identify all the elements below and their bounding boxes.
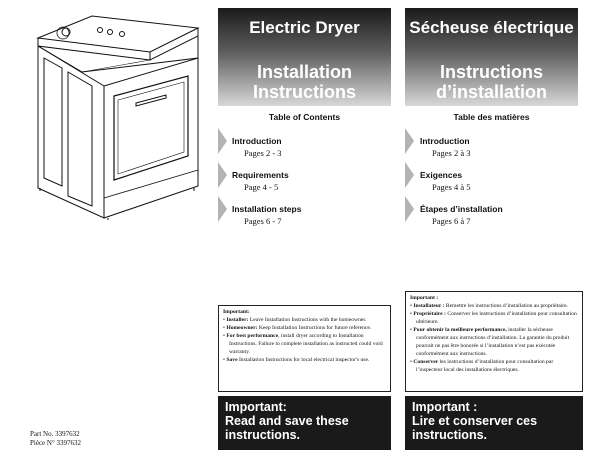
french-important-item: • Propriétaire : Conserver les instructions d’installation pour consultation ultérieure. [410, 311, 577, 325]
english-important-box [218, 305, 391, 392]
french-subtitle [405, 62, 578, 102]
french-toc-heading-2: Exigences [420, 170, 463, 180]
toc-arrow-icon [218, 162, 227, 188]
english-toc-heading-1: Introduction [232, 136, 282, 146]
english-important-item: • Installer: Leave Installation Instructions with the homeowner. [223, 317, 367, 323]
french-title: Sécheuse électrique [409, 18, 574, 37]
french-toc-title: Table des matières [453, 112, 530, 122]
english-important-heading: Important: [223, 309, 250, 315]
french-toc-pages-3: Pages 6 à 7 [432, 216, 471, 226]
english-important-banner [218, 396, 391, 450]
english-banner-line2: Read and save these [225, 414, 349, 428]
toc-arrow-icon [405, 162, 414, 188]
french-toc-pages-2: Pages 4 à 5 [432, 182, 471, 192]
toc-arrow-icon [218, 128, 227, 154]
english-title: Electric Dryer [249, 18, 360, 37]
part-number-en: Part No. 3397632 [30, 430, 80, 438]
english-title-banner [218, 8, 391, 106]
english-subtitle-line2: Instructions [252, 82, 356, 102]
english-subtitle-line1: Installation [256, 62, 352, 82]
french-toc-heading-1: Introduction [420, 136, 470, 146]
english-important-item: • Homeowner: Keep Installation Instructions for future reference. [223, 325, 372, 331]
english-important-item: • Save Installation Instructions for local electrical inspector's use. [223, 357, 370, 363]
english-toc-pages-3: Pages 6 - 7 [244, 216, 282, 226]
french-important-item: • Conserver les instructions d’installation pour consultation par l’inspecteur local des installations électriques. [410, 359, 554, 373]
french-subtitle-line1: Instructions [439, 62, 543, 82]
english-toc-pages-1: Pages 2 - 3 [244, 148, 282, 158]
french-important-heading: Important : [410, 295, 439, 301]
french-banner-line2: Lire et conserver ces [412, 414, 538, 428]
french-banner-line3: instructions. [412, 428, 488, 442]
french-title-banner [405, 8, 578, 106]
english-banner-line1: Important: [225, 400, 287, 414]
english-toc-heading-2: Requirements [232, 170, 289, 180]
toc-arrow-icon [405, 196, 414, 222]
french-toc-heading-3: Étapes d’installation [420, 204, 503, 214]
english-important-item: • For best performance, install dryer according to Installation Instructions. Failure to complete installation as instructed could void warranty. [223, 333, 383, 355]
french-toc-pages-1: Pages 2 à 3 [432, 148, 471, 158]
dryer-illustration [30, 10, 202, 220]
toc-arrow-icon [218, 196, 227, 222]
french-subtitle-line2: d’installation [435, 82, 547, 102]
english-toc-heading-3: Installation steps [232, 204, 302, 214]
english-subtitle [218, 62, 391, 102]
french-banner-line1: Important : [412, 400, 478, 414]
french-important-item: • Pour obtenir la meilleure performance, installer la sécheuse conformément aux instructions d’installation. La garantie du produit pourrait ne pas être honorée si l’installation n’est pas exécutée conformément aux instructions. [410, 327, 570, 357]
english-banner-line3: instructions. [225, 428, 301, 442]
english-toc-title: Table of Contents [268, 112, 341, 122]
toc-arrow-icon [405, 128, 414, 154]
french-important-item: • Installateur : Remettre les instructions d’installation au propriétaire. [410, 303, 568, 309]
part-number-fr: Pièce N° 3397632 [30, 439, 82, 447]
french-important-box [405, 291, 583, 392]
french-important-banner [405, 396, 583, 450]
english-toc-pages-2: Page 4 - 5 [244, 182, 279, 192]
